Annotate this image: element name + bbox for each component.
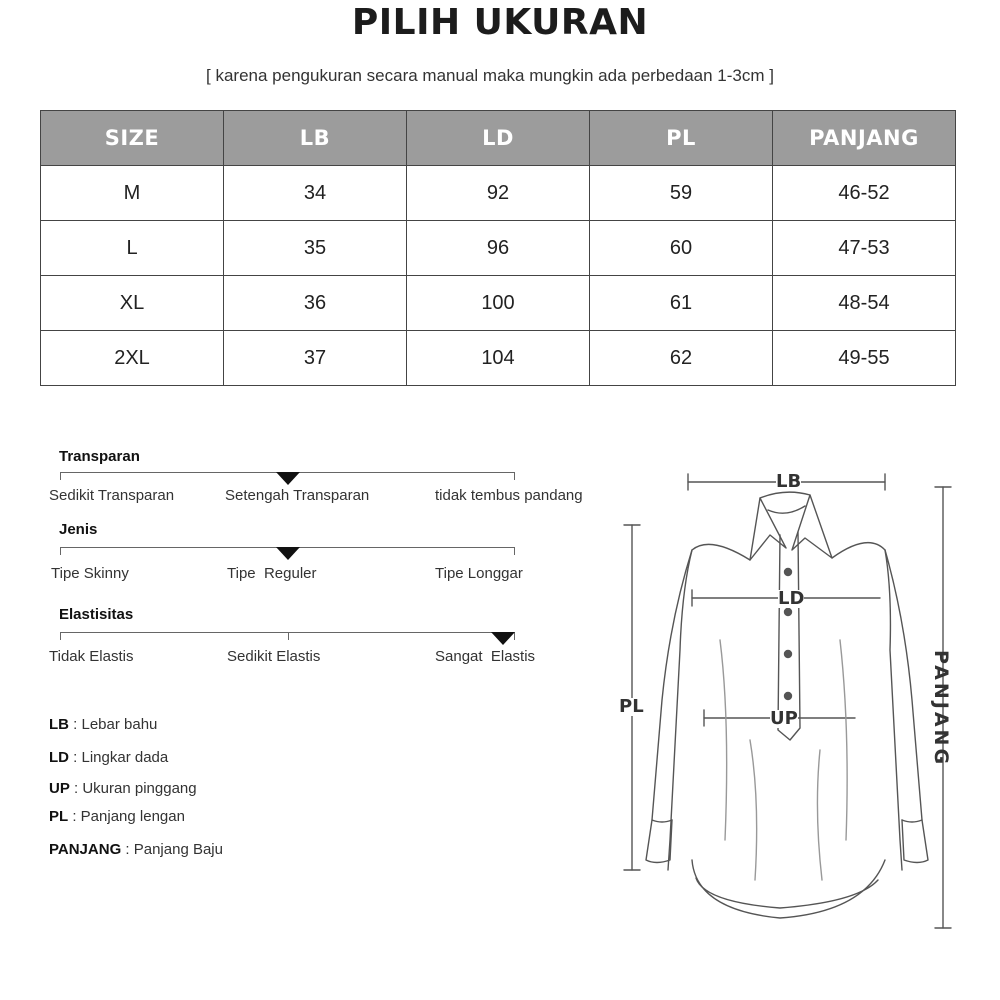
hem [692,860,885,918]
legend-abbr: PANJANG [49,841,122,858]
measurement-note: [ karena pengukuran secara manual maka mungkin ada perbedaan 1-3cm ] [206,66,774,85]
scale-option: Setengah Transparan [225,487,370,504]
right-side [832,543,902,870]
neckline [768,506,805,513]
scale-marker [491,632,515,645]
scale-tick [288,632,289,640]
table-row [41,331,956,386]
cell-panjang: 47-53 [773,221,956,276]
cell-pl: 59 [590,166,773,221]
scale-tick [514,472,515,480]
cell-size: L [41,221,224,276]
ld-label: LD [778,588,805,609]
cell-size: XL [41,276,224,331]
scale-option: Sedikit Elastis [227,648,321,665]
header-pl: PL [590,111,773,166]
cell-pl: 62 [590,331,773,386]
cell-pl: 60 [590,221,773,276]
legend-abbr: LB [49,716,69,733]
legend-desc: : Lingkar dada [69,749,169,766]
cell-size: M [41,166,224,221]
legend-desc: : Panjang lengan [68,808,185,825]
button-icon [785,693,792,700]
legend-abbr: UP [49,780,70,797]
cell-ld: 100 [407,276,590,331]
legend-item [49,808,185,825]
scale-option: Tidak Elastis [49,648,134,665]
header-size: SIZE [41,111,224,166]
fold-line [840,640,847,840]
scale-marker [276,472,300,485]
scale-label-jenis: Jenis [59,521,98,538]
table-row [41,276,956,331]
collar-back [760,492,810,498]
scale-option: Tipe Reguler [227,565,317,582]
cell-ld: 92 [407,166,590,221]
lb-label: LB [776,471,802,492]
scale-tick [60,472,61,480]
fold-line [750,740,757,880]
header-lb: LB [224,111,407,166]
fold-line [817,750,822,880]
cell-lb: 37 [224,331,407,386]
cell-panjang: 49-55 [773,331,956,386]
legend-abbr: PL [49,808,69,825]
header-ld: LD [407,111,590,166]
cell-lb: 35 [224,221,407,276]
table-row [41,221,956,276]
cell-size: 2XL [41,331,224,386]
page-title: PILIH UKURAN [351,2,649,43]
cell-panjang: 46-52 [773,166,956,221]
header-panjang: PANJANG [773,111,956,166]
right-cuff [902,820,922,822]
cell-lb: 36 [224,276,407,331]
cell-panjang: 48-54 [773,276,956,331]
scale-label-transparan: Transparan [59,448,140,465]
cell-ld: 104 [407,331,590,386]
collar-left [750,498,786,560]
scale-option: Tipe Longgar [435,565,523,582]
button-icon [785,609,792,616]
left-sleeve [646,550,692,863]
legend-item [49,749,168,766]
cell-ld: 96 [407,221,590,276]
legend-desc: : Panjang Baju [121,841,223,858]
right-sleeve [885,550,928,863]
scale-tick [60,547,61,555]
button-icon [785,569,792,576]
scale-tick [60,632,61,640]
scale-option: Sangat Elastis [435,648,536,665]
scale-label-elastisitas: Elastisitas [59,606,134,623]
scale-option: tidak tembus pandang [435,487,583,504]
fold-line [720,640,727,840]
table-header-row [41,111,956,166]
pl-label: PL [619,696,644,717]
table-row [41,166,956,221]
panjang-label: PANJANG [930,650,952,768]
scale-option: Sedikit Transparan [49,487,175,504]
scale-marker [276,547,300,560]
legend-item [49,841,223,858]
up-label: UP [770,708,798,729]
legend-abbr: LD [49,749,69,766]
legend-item [49,780,197,797]
button-icon [785,651,792,658]
scale-option: Tipe Skinny [51,565,129,582]
scale-tick [514,547,515,555]
legend-desc: : Ukuran pinggang [69,780,197,797]
legend-desc: : Lebar bahu [69,716,158,733]
cell-lb: 34 [224,166,407,221]
left-cuff [652,820,672,822]
size-table [40,110,956,386]
cell-pl: 61 [590,276,773,331]
legend-item [49,716,157,733]
